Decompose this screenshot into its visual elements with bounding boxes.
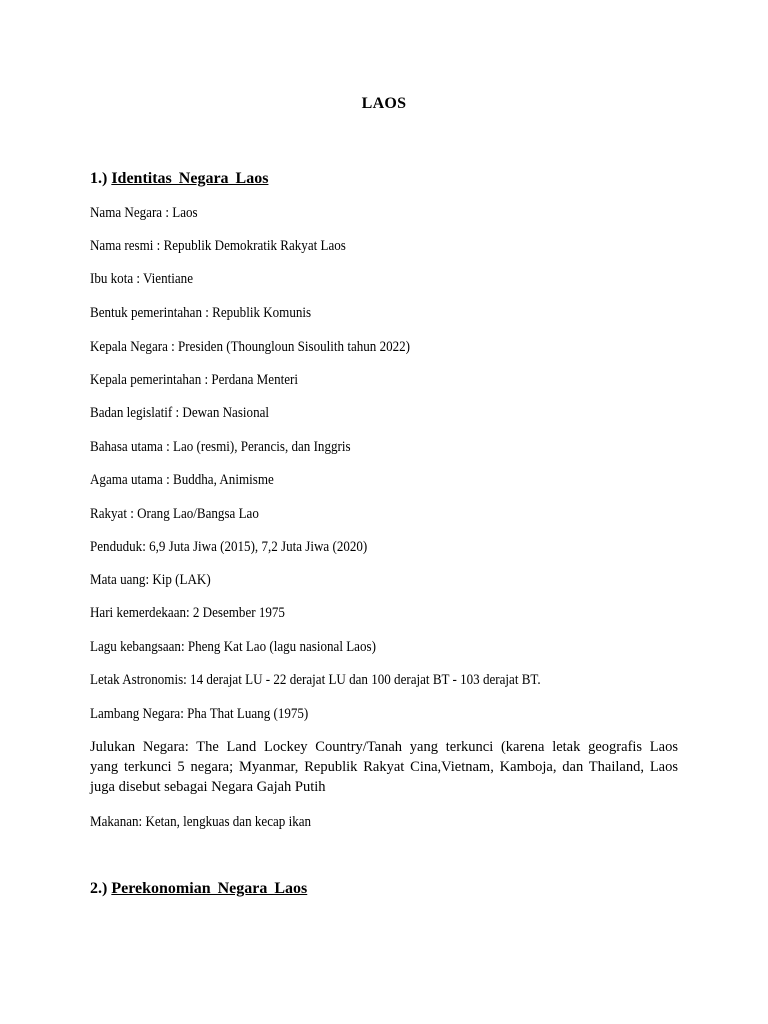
document-title: LAOS <box>361 95 407 112</box>
info-line-hari-kemerdekaan: Hari kemerdekaan: 2 Desember 1975 <box>90 605 285 621</box>
info-paragraph-julukan-negara <box>90 737 678 797</box>
info-line-agama-utama: Agama utama : Buddha, Animisme <box>90 472 274 488</box>
section-number: 1.) <box>90 170 108 187</box>
info-line-kepala-pemerintahan: Kepala pemerintahan : Perdana Menteri <box>90 372 298 388</box>
info-line-lagu-kebangsaan: Lagu kebangsaan: Pheng Kat Lao (lagu nasional Laos) <box>90 639 376 655</box>
info-line-makanan: Makanan: Ketan, lengkuas dan kecap ikan <box>90 814 312 830</box>
info-line-mata-uang: Mata uang: Kip (LAK) <box>90 572 211 588</box>
info-line-lambang-negara: Lambang Negara: Pha That Luang (1975) <box>90 706 309 722</box>
info-line-nama-negara: Nama Negara : Laos <box>90 205 198 221</box>
info-line-badan-legislatif: Badan legislatif : Dewan Nasional <box>90 405 270 421</box>
info-line-ibu-kota: Ibu kota : Vientiane <box>90 271 193 287</box>
info-line-letak-astronomis: Letak Astronomis: 14 derajat LU - 22 derajat LU dan 100 derajat BT - 103 derajat BT. <box>90 672 541 688</box>
paragraph-line: juga disebut sebagai Negara Gajah Putih <box>90 779 326 795</box>
paragraph-line: yang terkunci 5 negara; Myanmar, Republik Rakyat Cina,Vietnam, Kamboja, dan Thailand, Laos <box>90 759 678 775</box>
section-number: 2.) <box>90 880 108 897</box>
info-line-kepala-negara: Kepala Negara : Presiden (Thoungloun Sisoulith tahun 2022) <box>90 339 411 355</box>
section-title: Perekonomian Negara Laos <box>111 880 308 897</box>
section-heading-perekonomian <box>90 880 307 898</box>
section-title: Identitas Negara Laos <box>111 170 269 187</box>
paragraph-line: Julukan Negara: The Land Lockey Country/Tanah yang terkunci (karena letak geografis Laos <box>90 739 678 755</box>
info-line-bentuk-pemerintahan: Bentuk pemerintahan : Republik Komunis <box>90 305 312 321</box>
info-line-nama-resmi: Nama resmi : Republik Demokratik Rakyat Laos <box>90 238 346 254</box>
info-line-penduduk: Penduduk: 6,9 Juta Jiwa (2015), 7,2 Juta Jiwa (2020) <box>90 539 368 555</box>
section-heading-identitas <box>90 170 268 188</box>
info-line-bahasa-utama: Bahasa utama : Lao (resmi), Perancis, dan Inggris <box>90 439 351 455</box>
info-line-rakyat: Rakyat : Orang Lao/Bangsa Lao <box>90 506 259 522</box>
